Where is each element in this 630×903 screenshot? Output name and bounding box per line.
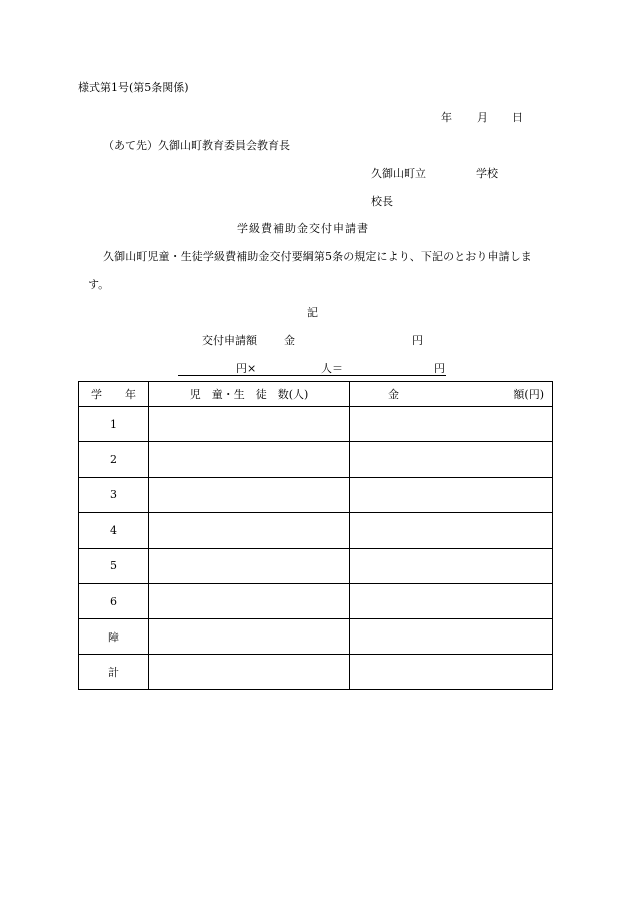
table-row bbox=[79, 619, 553, 654]
calc-persons-equals: 人＝ bbox=[321, 362, 343, 375]
amount-cell[interactable] bbox=[350, 442, 553, 477]
calc-yen-times: 円× bbox=[236, 362, 257, 375]
table-row bbox=[79, 407, 553, 442]
grade-cell: 計 bbox=[79, 654, 149, 689]
grade-cell: 5 bbox=[79, 548, 149, 583]
table-row bbox=[79, 442, 553, 477]
students-cell[interactable] bbox=[149, 583, 350, 618]
table-row bbox=[79, 477, 553, 512]
grade-cell: 2 bbox=[79, 442, 149, 477]
table-row-total bbox=[79, 654, 553, 689]
table-header-row bbox=[79, 382, 553, 407]
header-amount: 金 額(円) bbox=[350, 382, 553, 407]
students-cell[interactable] bbox=[149, 477, 350, 512]
principal-label: 校長 bbox=[371, 195, 393, 208]
date-year: 年 bbox=[441, 111, 452, 124]
calc-underline bbox=[178, 375, 446, 376]
grade-cell: 1 bbox=[79, 407, 149, 442]
students-cell[interactable] bbox=[149, 407, 350, 442]
amount-cell[interactable] bbox=[350, 619, 553, 654]
table-row bbox=[79, 513, 553, 548]
table-row bbox=[79, 548, 553, 583]
header-students: 児 童・生 徒 数(人) bbox=[149, 382, 350, 407]
grade-cell: 4 bbox=[79, 513, 149, 548]
amount-cell[interactable] bbox=[350, 477, 553, 512]
date-day: 日 bbox=[512, 111, 523, 124]
students-cell[interactable] bbox=[149, 619, 350, 654]
form-number: 様式第1号(第5条関係) bbox=[78, 81, 189, 94]
amount-cell[interactable] bbox=[350, 407, 553, 442]
table-row bbox=[79, 583, 553, 618]
amount-yen: 円 bbox=[412, 334, 423, 347]
body-text-line-2: す。 bbox=[88, 278, 110, 291]
students-cell[interactable] bbox=[149, 442, 350, 477]
ki-heading: 記 bbox=[307, 306, 318, 319]
calc-yen: 円 bbox=[434, 362, 445, 375]
document-title: 学級費補助金交付申請書 bbox=[237, 222, 369, 235]
date-month: 月 bbox=[477, 111, 488, 124]
amount-cell[interactable] bbox=[350, 548, 553, 583]
students-cell[interactable] bbox=[149, 654, 350, 689]
amount-cell[interactable] bbox=[350, 513, 553, 548]
body-text-line-1: 久御山町児童・生徒学級費補助金交付要綱第5条の規定により、下記のとおり申請しま bbox=[103, 250, 532, 263]
students-cell[interactable] bbox=[149, 513, 350, 548]
grade-cell: 障 bbox=[79, 619, 149, 654]
addressee: （あて先）久御山町教育委員会教育長 bbox=[103, 139, 290, 152]
school-suffix: 学校 bbox=[476, 167, 498, 180]
students-cell[interactable] bbox=[149, 548, 350, 583]
grade-cell: 3 bbox=[79, 477, 149, 512]
amount-kin: 金 bbox=[284, 334, 295, 347]
amount-cell[interactable] bbox=[350, 583, 553, 618]
grade-table bbox=[78, 381, 553, 690]
grade-cell: 6 bbox=[79, 583, 149, 618]
header-grade: 学 年 bbox=[79, 382, 149, 407]
amount-cell[interactable] bbox=[350, 654, 553, 689]
school-prefix: 久御山町立 bbox=[371, 167, 426, 180]
amount-label: 交付申請額 bbox=[202, 334, 257, 347]
